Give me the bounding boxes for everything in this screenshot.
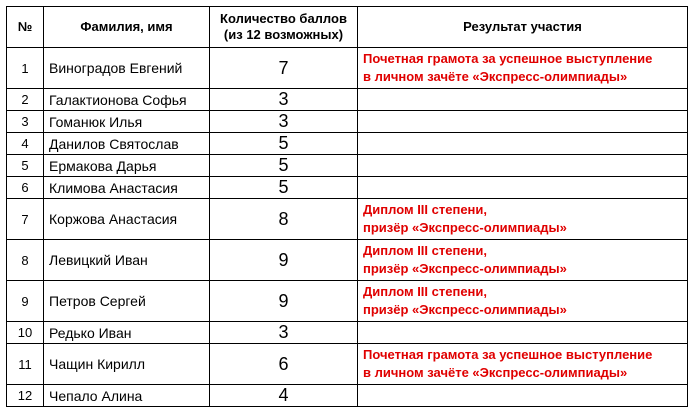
header-row	[7, 7, 688, 48]
result-line1: Диплом III степени,	[363, 243, 488, 258]
row-result	[358, 199, 688, 240]
table-row	[7, 322, 688, 344]
table-row	[7, 240, 688, 281]
row-num: 4	[7, 133, 44, 155]
row-num: 2	[7, 89, 44, 111]
row-name: Левицкий Иван	[44, 240, 210, 281]
result-line1: Диплом III степени,	[363, 202, 488, 217]
row-num: 7	[7, 199, 44, 240]
row-score: 8	[210, 199, 358, 240]
row-num: 10	[7, 322, 44, 344]
header-score-line2: (из 12 возможных)	[223, 27, 344, 42]
row-score: 3	[210, 89, 358, 111]
row-score: 5	[210, 155, 358, 177]
row-name: Чепало Алина	[44, 385, 210, 407]
row-score: 4	[210, 385, 358, 407]
row-score: 9	[210, 240, 358, 281]
row-num: 1	[7, 48, 44, 89]
row-name: Климова Анастасия	[44, 177, 210, 199]
row-result	[358, 322, 688, 344]
table-row	[7, 281, 688, 322]
row-num: 6	[7, 177, 44, 199]
row-name: Коржова Анастасия	[44, 199, 210, 240]
row-score: 7	[210, 48, 358, 89]
row-num: 3	[7, 111, 44, 133]
table-row	[7, 89, 688, 111]
header-name: Фамилия, имя	[44, 7, 210, 48]
row-num: 8	[7, 240, 44, 281]
row-result	[358, 89, 688, 111]
results-table	[6, 6, 688, 407]
result-line1: Диплом III степени,	[363, 284, 488, 299]
header-score-line1: Количество баллов	[220, 11, 347, 26]
row-num: 12	[7, 385, 44, 407]
row-name: Гоманюк Илья	[44, 111, 210, 133]
row-result	[358, 385, 688, 407]
table-row	[7, 344, 688, 385]
row-num: 5	[7, 155, 44, 177]
row-result	[358, 281, 688, 322]
header-num: №	[7, 7, 44, 48]
table-row	[7, 155, 688, 177]
row-result	[358, 344, 688, 385]
row-result	[358, 177, 688, 199]
table-row	[7, 177, 688, 199]
row-name: Виноградов Евгений	[44, 48, 210, 89]
row-name: Петров Сергей	[44, 281, 210, 322]
result-line2: в личном зачёте «Экспресс-олимпиады»	[363, 365, 628, 380]
table-row	[7, 48, 688, 89]
row-name: Ермакова Дарья	[44, 155, 210, 177]
header-result: Результат участия	[358, 7, 688, 48]
row-result	[358, 155, 688, 177]
row-name: Данилов Святослав	[44, 133, 210, 155]
row-score: 5	[210, 133, 358, 155]
row-num: 11	[7, 344, 44, 385]
table-row	[7, 199, 688, 240]
row-result	[358, 48, 688, 89]
row-name: Редько Иван	[44, 322, 210, 344]
row-result	[358, 133, 688, 155]
result-line2: призёр «Экспресс-олимпиады»	[363, 302, 567, 317]
table-row	[7, 385, 688, 407]
result-line1: Почетная грамота за успешное выступление	[363, 347, 653, 362]
result-line2: в личном зачёте «Экспресс-олимпиады»	[363, 69, 628, 84]
result-line2: призёр «Экспресс-олимпиады»	[363, 261, 567, 276]
row-score: 9	[210, 281, 358, 322]
header-score	[210, 7, 358, 48]
row-name: Чащин Кирилл	[44, 344, 210, 385]
row-score: 3	[210, 111, 358, 133]
table-row	[7, 133, 688, 155]
row-result	[358, 111, 688, 133]
result-line2: призёр «Экспресс-олимпиады»	[363, 220, 567, 235]
row-score: 5	[210, 177, 358, 199]
row-score: 6	[210, 344, 358, 385]
row-name: Галактионова Софья	[44, 89, 210, 111]
table-row	[7, 111, 688, 133]
result-line1: Почетная грамота за успешное выступление	[363, 51, 653, 66]
row-num: 9	[7, 281, 44, 322]
row-score: 3	[210, 322, 358, 344]
row-result	[358, 240, 688, 281]
